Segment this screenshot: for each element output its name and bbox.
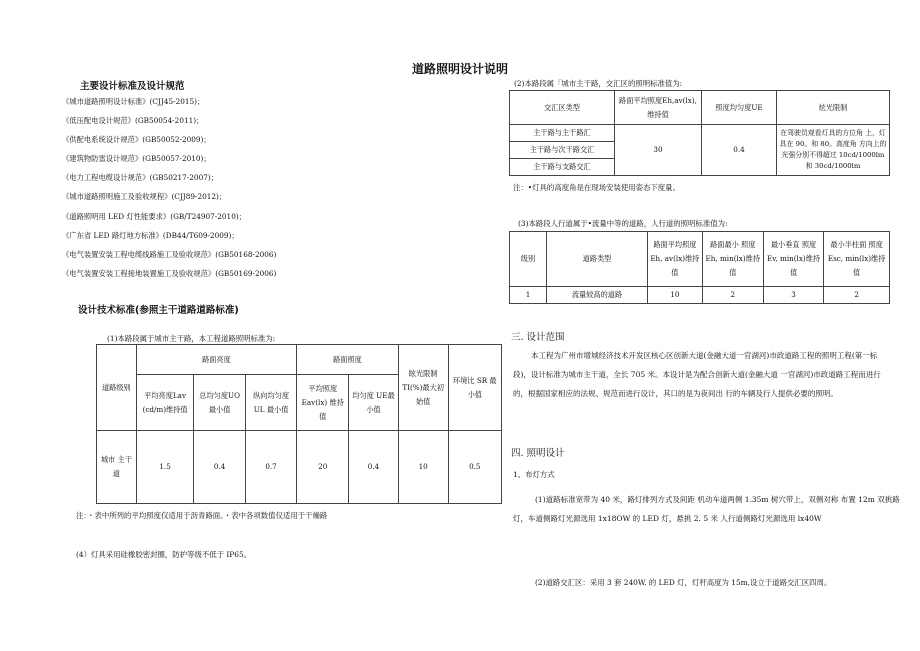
table3-caption: (3)本路段人行道属于•流量中等的道路，人行道的照明标准值为: (518, 219, 728, 228)
sidewalk-lighting-table (509, 231, 890, 304)
cell-ue: 0.4 (702, 125, 777, 176)
table-row (510, 125, 890, 142)
standards-list (62, 92, 442, 283)
intersection-lighting-table (509, 90, 890, 176)
layout-subheading: 1、布灯方式 (513, 470, 555, 479)
col-glare-ti: 眩光限制TI(%)最大初始值 (398, 345, 448, 431)
standard-item: 《电气装置安装工程接地装置施工及验收规范》(GB50169-2006) (62, 268, 277, 278)
cell-uo: 0.4 (194, 431, 245, 504)
standard-item: 《电气装置安装工程电缆线路施工及验收规范》(GB50168-2006) (62, 249, 277, 259)
standard-item: 《广东省 LED 路灯地方标准》(DB44/T609-2009)； (62, 230, 239, 240)
col-uniformity: 照度均匀度UE (702, 91, 777, 125)
table-row (510, 287, 890, 304)
cell-eav: 20 (297, 431, 349, 504)
cell-level: 1 (510, 287, 547, 304)
cell-ul: 0.7 (245, 431, 296, 504)
col-ue: 均匀度 UE最小值 (349, 375, 398, 431)
cell-sr: 0.5 (448, 431, 501, 504)
road-lighting-standard-table (96, 344, 502, 504)
cell-esc: 2 (824, 287, 890, 304)
standard-item: 《城市道路照明设计标准》(CJJ45-2015)； (62, 97, 205, 106)
document-title: 道路照明设计说明 (411, 62, 508, 76)
standard-item: 《供配电系统设计规范》(GB50052-2009)； (62, 135, 211, 145)
col-uo: 总均匀度UO 最小值 (194, 375, 245, 431)
col-road-type: 道路类型 (547, 232, 648, 287)
standard-item: 《建筑物防雷设计规范》(GB50057-2010)； (62, 154, 211, 164)
cell-ue: 0.4 (349, 431, 398, 504)
table-row (97, 431, 502, 504)
section3-heading: 三. 设计范围 (511, 332, 565, 343)
col-intersection-type: 交汇区类型 (510, 91, 615, 125)
col-lav: 平均亮度Lav (cd/m)维持值 (136, 375, 194, 431)
standards-heading: 主要设计标准及设计规范 (80, 81, 185, 92)
col-avg-illuminance: 路面平均照度Eh, av(lx)维持值 (648, 232, 703, 287)
cell-type: 流量较高的道路 (547, 287, 648, 304)
table1-note: 注：・表中所列的平均照度仅适用于沥青路面。・表中各项数值仅适用于干燥路 (76, 511, 328, 520)
table2-caption: (2)本路段属「城市主干路，交汇区的照明标准值为: (514, 79, 683, 88)
col-min-illuminance: 路面最小 照度Eh, min(lx)维持值 (702, 232, 763, 287)
col-level: 级别 (510, 232, 547, 287)
standard-item: 《城市道路照明施工及验收规程》(CJJ89-2012)； (62, 192, 227, 202)
cell-type: 主干路与支路交汇 (510, 159, 615, 176)
standard-item: 《道路照明用 LED 灯性能要求》(GB/T24907-2010)； (62, 211, 246, 221)
layout-paragraph-2: (2)道路交汇区：采用 3 套 240W. 的 LED 灯，灯杆高度为 15m,设立于道路交汇区四周。 (535, 578, 832, 587)
cell-type: 主干路与次干路交汇 (510, 142, 615, 159)
cell-ev: 3 (763, 287, 823, 304)
section4-heading: 四. 照明设计 (511, 448, 565, 459)
cell-type: 主干路与主干路汇 (510, 125, 615, 142)
cell-lav: 1.5 (136, 431, 194, 504)
cell-level: 城市 主干道 (97, 431, 137, 504)
item4-text: (4）灯具采用硅橡胶密封圈，防护等级不低于 IP65。 (76, 550, 252, 559)
table2-note: 注：•灯具的高度角是在现场安装使用姿态下度量。 (513, 183, 680, 192)
col-road-level: 道路级别 (97, 345, 137, 431)
col-surround-ratio: 环境比 SR 最小值 (448, 345, 501, 431)
col-glare-limit: 炫光限制 (777, 91, 890, 125)
col-eav: 平均照度Eav(lx) 维持值 (297, 375, 349, 431)
section3-text: 本工程为广州市增城经济技术开发区核心区创新大道(金融大道一官湖河)市政道路工程的照明工程(第一标段)，设计标准为城市主干道，全长 705 米。本设计是为配合创新大道(金融大道 一官湖河)市政道路工程而进行的，根据国家相应的法规、规范而进行设计，其口的是为夜间出 行的车辆及行人提供必要的照明。 (513, 351, 881, 398)
col-road-illuminance: 路面照度 (297, 345, 399, 375)
cell-emin: 2 (702, 287, 763, 304)
cell-ti: 10 (398, 431, 448, 504)
standard-item: 《低压配电设计规范》(GB50054-2011)； (62, 116, 204, 126)
col-min-vertical: 最小垂直 照度Ev, min(lx)维持值 (763, 232, 823, 287)
cell-glare: 在驾驶员观看灯具的方位角 上，灯具在 90。和 80。高度角 方向上的光强分别不得超过 10cd/1000lm 和 30cd/1000lm (777, 125, 890, 176)
cell-eav: 30 (615, 125, 702, 176)
standard-item: 《电力工程电缆设计规范》(GB50217-2007)； (62, 173, 218, 183)
layout-paragraph-1: (1)道路标准宽带为 40 米，路灯排列方式及间距 机动车道两侧 1.35m 树穴带上，双侧对称 布置 12m 双挑路灯，车道侧路灯光源选用 1x18OW 的 LED 灯，悬挑 2. 5 米 人行道侧路灯光源选用 lx40W (513, 495, 900, 523)
tech-standard-heading: 设计技术标准(参照主干道路道路标准) (78, 305, 239, 316)
col-road-luminance: 路面亮度 (136, 345, 297, 375)
col-avg-illuminance: 路面平均照度Eh,av(lx),维持值 (615, 91, 702, 125)
table1-caption: (1)本路段属于城市主干路，本工程道路照明标准为: (107, 334, 276, 343)
col-min-semicyl: 最小半柱面 照度 Esc, min(lx)维持值 (824, 232, 890, 287)
cell-eav: 10 (648, 287, 703, 304)
col-ul: 纵向均匀度UL 最小值 (245, 375, 296, 431)
